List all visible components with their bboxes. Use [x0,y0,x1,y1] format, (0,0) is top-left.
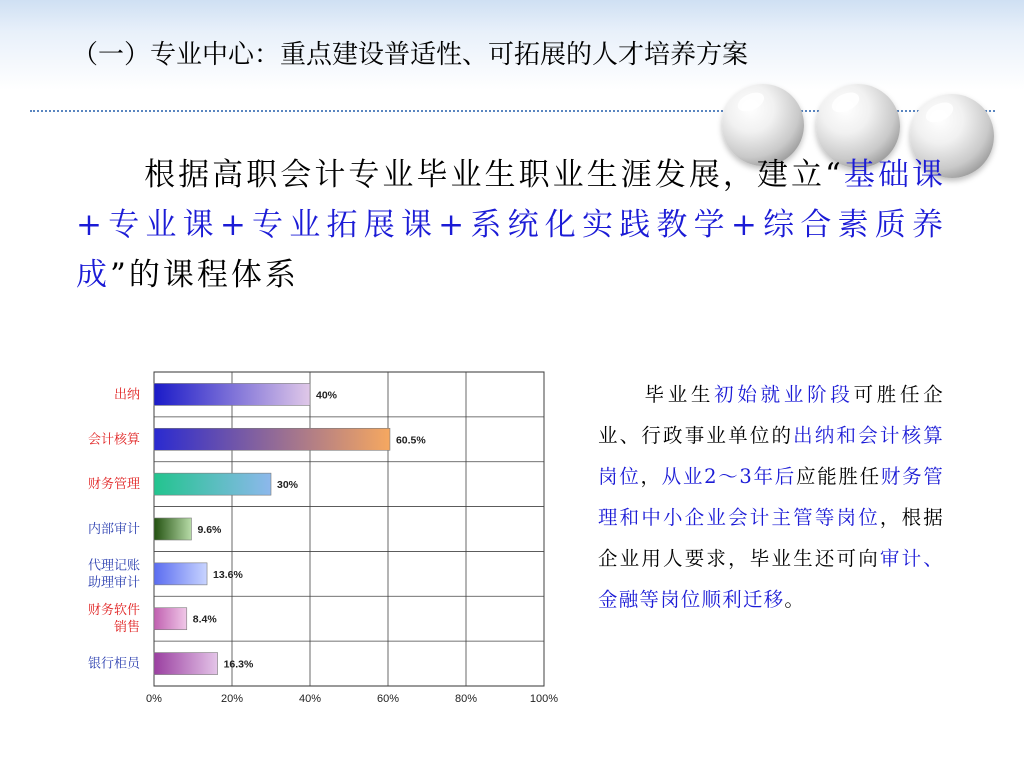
intro-paragraph [76,150,946,300]
x-tick-label: 40% [298,693,322,705]
side-text-highlight: 从业2～3年后 [661,465,796,488]
category-label: 出纳 [113,387,140,403]
x-tick-label: 60% [376,693,400,705]
bar-value-label: 30% [277,479,299,492]
category-label: 财务软件 [87,603,140,619]
bar-value-label: 60.5% [395,434,426,447]
x-tick-label: 20% [220,693,244,705]
side-text-part: 毕业生 [644,383,715,406]
chart-x-ticks [146,693,558,705]
slide-title: （一）专业中心：重点建设普适性、可拓展的人才培养方案 [72,40,749,70]
bar-value-label: 40% [316,389,338,402]
intro-highlight: 基础课+专业课+专业拓展课+系统化实践教学+综合素质养成 [76,157,946,293]
bar-value-label: 8.4% [192,613,217,626]
intro-text-before: 根据高职会计专业毕业生职业生涯发展，建立“ [144,157,844,193]
bar [154,473,271,495]
side-text-part: ，根据企业用人要求，毕业生还可向 [598,506,944,570]
chart-category-labels [88,386,141,671]
side-text-part: 应能胜任 [795,465,881,488]
employment-bar-chart [60,360,580,710]
bar [154,428,390,450]
category-label: 代理记账 [87,558,140,574]
bar-value-label: 9.6% [197,524,222,536]
bar-value-label: 16.3% [223,658,254,671]
indent [598,383,644,406]
side-text-part: 。 [784,588,806,611]
intro-text-after: ”的课程体系 [110,257,299,293]
category-label: 财务管理 [87,477,140,493]
bar [154,653,218,675]
category-label: 会计核算 [87,432,140,448]
x-tick-label: 80% [454,693,478,705]
bar [154,518,191,540]
side-text-highlight: 审计、金融等岗位顺利迁移 [598,547,944,611]
side-text-part: ， [640,465,662,488]
side-text-part: 可胜任企业、行政事业单位的 [598,383,944,447]
bar [154,608,187,630]
x-tick-label: 100% [529,693,559,705]
category-label: 助理审计 [87,575,140,591]
indent [76,157,144,193]
bar-value-label: 13.6% [213,568,243,581]
bar [154,383,310,405]
category-label: 银行柜员 [87,656,140,672]
side-text-highlight: 初始就业阶段 [714,383,854,406]
side-paragraph [598,374,944,620]
x-tick-label: 0% [146,693,162,705]
category-label: 内部审计 [87,522,140,537]
side-text-highlight: 财务管理和中小企业会计主管等岗位 [598,465,944,529]
category-label: 销售 [113,620,140,636]
bar [154,563,207,585]
side-text-highlight: 出纳和会计核算岗位 [598,424,944,488]
